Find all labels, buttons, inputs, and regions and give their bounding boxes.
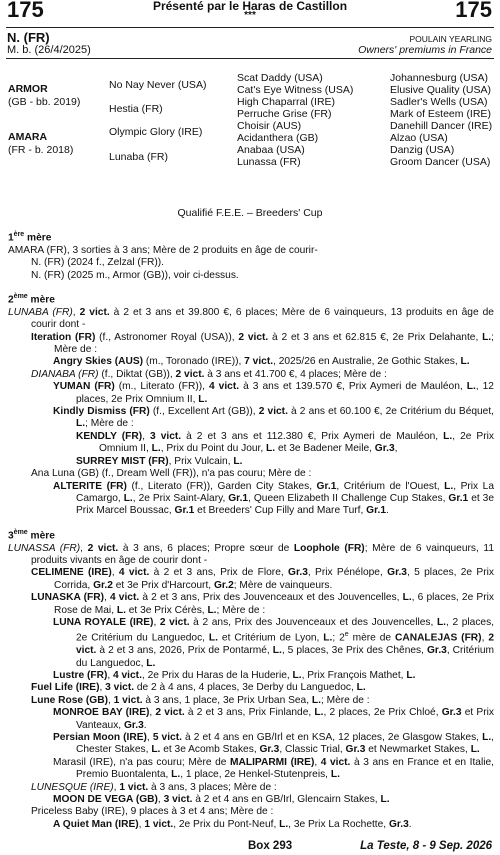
birth-info: M. b. (26/4/2025) (7, 44, 91, 56)
paragraph: MONROE BAY (IRE), 2 vict. à 2 et 3 ans, Prix Finlande, L., 2 places, 2e Prix Chloé, Gr.3 et Prix Vanteaux, Gr.3. (53, 707, 494, 731)
presenter: Présenté par le Haras de Castillon (152, 0, 348, 13)
paragraph: LUNA ROYALE (IRE), 2 vict. à 2 ans, Prix des Jouvenceaux et des Jouvencelles, L., 2 places, 2e Critérium du Languedoc, L. et Critérium de Lyon, L.; 2e mère de CANALEJAS (FR), 2 vict. à 2 et 3 ans, 2026, Prix de Pontarmé, L., 5 places, 3e Prix des Chênes, Gr.3, Critérium du Languedoc, L. (53, 616, 495, 669)
sire-name: ARMOR (8, 83, 48, 95)
paragraph: MOON DE VEGA (GB), 3 vict. à 2 et 4 ans en GB/Irl, Glencairn Stakes, L. (53, 794, 390, 806)
paragraph: ALTERITE (FR) (f., Literato (FR)), Garden City Stakes, Gr.1, Critérium de l'Ouest, L., Prix La Camargo, L., 2e Prix Saint-Alary, Gr.1, Queen Elizabeth II Challenge Cup Stakes, Gr.1 et 3e Prix Marcel Boussac, Gr.1 et Breeders' Cup Filly and Mare Turf, Gr.1. (53, 480, 494, 517)
pedigree-gen3: Anabaa (USA) (237, 144, 305, 156)
divider-top (6, 27, 494, 28)
lot-number-right: 175 (455, 0, 492, 22)
pedigree-gen2: Hestia (FR) (109, 103, 163, 115)
section-first-dam: 1ère mère (8, 231, 52, 244)
paragraph: Iteration (FR) (f., Astronomer Royal (USA)), 2 vict. à 2 et 3 ans et 62.815 €, 2e Prix Delahante, L.; Mère de : (31, 331, 494, 356)
paragraph: Priceless Baby (IRE), 9 places à 3 et 4 ans; Mère de : (31, 806, 274, 818)
pedigree-gen4: Danehill Dancer (IRE) (390, 120, 493, 132)
section-third-dam: 3ème mère (8, 528, 55, 542)
divider-bottom (6, 58, 494, 59)
qualification: Qualifié F.E.E. – Breeders' Cup (177, 207, 323, 219)
paragraph: LUNASKA (FR), 4 vict. à 2 et 3 ans, Prix des Jouvenceaux et des Jouvencelles, L., 6 places, 2e Prix Rose de Mai, L. et 3e Prix Cérès, L.; Mère de : (31, 592, 494, 616)
paragraph: Lustre (FR), 4 vict., 2e Prix du Haras de la Huderie, L., Prix François Mathet, L. (53, 669, 416, 681)
stars: *** (244, 10, 256, 21)
dam-detail: (FR - b. 2018) (8, 144, 74, 156)
pedigree-gen4: Elusive Quality (USA) (390, 84, 491, 96)
event-info: La Teste, 8 - 9 Sep. 2026 (360, 840, 492, 852)
pedigree-gen3: Scat Daddy (USA) (237, 72, 323, 84)
pedigree-gen4: Danzig (USA) (390, 144, 455, 156)
paragraph: LUNESQUE (IRE), 1 vict. à 3 ans, 3 places; Mère de : (31, 781, 277, 793)
sire-detail: (GB - bb. 2019) (8, 96, 81, 108)
paragraph: Angry Skies (AUS) (m., Toronado (IRE)), 7 vict., 2025/26 en Australie, 2e Gothic Stakes, L. (53, 356, 470, 368)
paragraph: Persian Moon (IRE), 5 vict. à 2 et 4 ans en GB/Irl et en KSA, 12 places, 2e Glasgow Stakes, L., Chester Stakes, L. et 3e Acomb Stakes, Gr.3, Classic Trial, Gr.3 et Newmarket Stakes, L. (53, 732, 494, 756)
paragraph: LUNABA (FR), 2 vict. à 2 et 3 ans et 39.800 €, 6 places; Mère de 6 vainqueurs, 13 produits en âge de courir dont - (8, 306, 494, 331)
pedigree-gen2: No Nay Never (USA) (109, 79, 207, 91)
horse-name: N. (FR) (7, 30, 50, 45)
pedigree-gen4: Alzao (USA) (390, 132, 448, 144)
pedigree-gen2: Lunaba (FR) (109, 151, 168, 163)
paragraph: DIANABA (FR) (f., Diktat (GB)), 2 vict. à 3 ans et 41.700 €, 4 places; Mère de : (31, 368, 387, 380)
paragraph: A Quiet Man (IRE), 1 vict., 2e Prix du Pont-Neuf, L., 3e Prix La Rochette, Gr.3. (53, 818, 412, 830)
paragraph: YUMAN (FR) (m., Literato (FR)), 4 vict. à 3 ans et 139.570 €, Prix Aymeri de Mauléon, L., 12 places, 2e Prix Omnium II, L. (53, 381, 494, 405)
pedigree-gen4: Johannesburg (USA) (390, 72, 489, 84)
paragraph: SURREY MIST (FR), Prix Vulcain, L. (76, 455, 243, 467)
paragraph: N. (FR) (2024 f., Zelzal (FR)). (31, 257, 165, 269)
pedigree-gen3: Perruche Grise (FR) (237, 108, 332, 120)
pedigree-gen4: Sadler's Wells (USA) (390, 96, 488, 108)
paragraph: Lune Rose (GB), 1 vict. à 3 ans, 1 place, 3e Prix Urban Sea, L.; Mère de : (31, 694, 370, 706)
pedigree-gen4: Groom Dancer (USA) (390, 156, 491, 168)
paragraph: Kindly Dismiss (FR) (f., Excellent Art (GB)), 2 vict. à 2 ans et 60.100 €, 2e Critérium du Béquet, L.; Mère de : (53, 406, 495, 430)
pedigree-gen3: Acidanthera (GB) (237, 132, 319, 144)
paragraph: KENDLY (FR), 3 vict. à 2 et 3 ans et 112.380 €, Prix Aymeri de Mauléon, L., 2e Prix Omnium II, L., Prix du Point du Jour, L. et 3e Badener Meile, Gr.3, (76, 430, 494, 455)
paragraph: AMARA (FR), 3 sorties à 3 ans; Mère de 2 produits en âge de courir- (8, 244, 318, 256)
pedigree-gen2: Olympic Glory (IRE) (109, 126, 203, 138)
pedigree-gen3: Choisir (AUS) (237, 120, 302, 132)
pedigree-gen4: Mark of Esteem (IRE) (390, 108, 491, 120)
paragraph: Fuel Life (IRE), 3 vict. de 2 à 4 ans, 4 places, 3e Derby du Languedoc, L. (31, 682, 366, 694)
section-second-dam: 2ème mère (8, 293, 55, 306)
premiums: Owners' premiums in France (358, 44, 492, 56)
paragraph: CELIMENE (IRE), 4 vict. à 2 et 3 ans, Prix de Flore, Gr.3, Prix Pénélope, Gr.3, 5 places, 2e Prix Corrida, Gr.2 et 3e Prix d'Harcourt, Gr.2; Mère de vainqueurs. (31, 567, 494, 591)
pedigree-gen3: Cat's Eye Witness (USA) (237, 84, 354, 96)
pedigree-gen3: Lunassa (FR) (237, 156, 301, 168)
lot-number-left: 175 (7, 0, 44, 22)
category: POULAIN YEARLING (409, 34, 492, 44)
paragraph: Ana Luna (GB) (f., Dream Well (FR)), n'a pas couru; Mère de : (31, 468, 312, 480)
pedigree-gen3: High Chaparral (IRE) (237, 96, 336, 108)
catalogue-body (8, 229, 494, 831)
paragraph: Marasil (IRE), n'a pas couru; Mère de MALIPARMI (IRE), 4 vict. à 3 ans en France et en Italie, Premio Buontalenta, L., 1 place, 2e Henkel-Stutenpreis, L. (53, 756, 494, 781)
dam-name: AMARA (8, 131, 48, 143)
paragraph: N. (FR) (2025 m., Armor (GB)), voir ci-dessus. (31, 269, 239, 281)
paragraph: LUNASSA (FR), 2 vict. à 3 ans, 6 places; Propre sœur de Loophole (FR); Mère de 6 vainqueurs, 11 produits vivants en âge de courir dont - (8, 542, 494, 566)
box-number: Box 293 (248, 840, 293, 852)
